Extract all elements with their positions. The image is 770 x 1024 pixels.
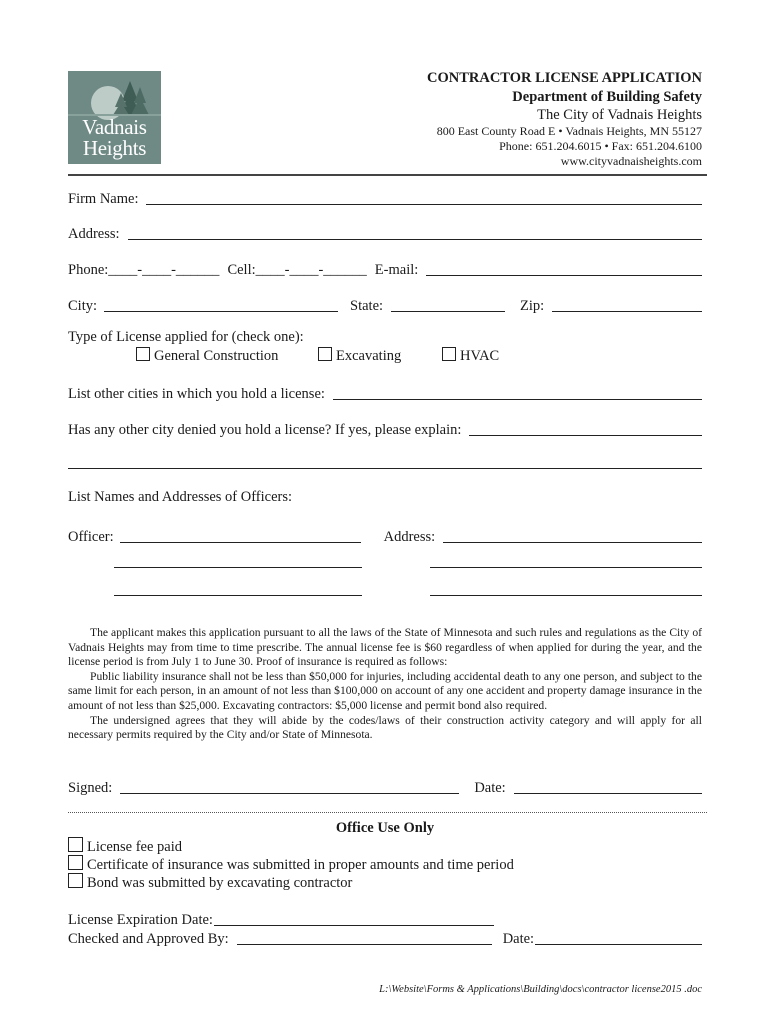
address-label: Address: bbox=[68, 226, 120, 242]
address-field[interactable] bbox=[128, 225, 702, 240]
city-phone-fax: Phone: 651.204.6015 • Fax: 651.204.6100 bbox=[499, 139, 702, 153]
phone-field[interactable]: Phone:____-____-______ bbox=[68, 262, 220, 278]
other-cities-row bbox=[68, 381, 702, 403]
zip-field[interactable] bbox=[552, 297, 702, 312]
officer-address-label: Address: bbox=[383, 529, 436, 545]
license-option-hvac[interactable]: HVAC bbox=[442, 347, 499, 365]
signed-label: Signed: bbox=[68, 780, 113, 796]
denied-explanation-line[interactable] bbox=[68, 468, 702, 469]
terms-paragraph-3: The undersigned agrees that they will abide by the codes/laws of their construction activity category and will apply for all necessary permits required by the City and/or State of Minnesota. bbox=[68, 713, 702, 742]
officer-address-field[interactable] bbox=[430, 595, 702, 596]
state-label: State: bbox=[350, 298, 384, 314]
logo-text-line2: Heights bbox=[82, 136, 147, 160]
denied-row bbox=[68, 417, 702, 439]
officer-label: Officer: bbox=[68, 529, 114, 545]
license-option-excavating[interactable]: Excavating bbox=[318, 347, 401, 365]
city-website[interactable]: www.cityvadnaisheights.com bbox=[560, 154, 702, 168]
checkbox-icon[interactable] bbox=[68, 873, 83, 888]
signature-field[interactable] bbox=[120, 779, 459, 794]
office-use-heading: Office Use Only bbox=[335, 820, 435, 836]
denied-label: Has any other city denied you hold a license? If yes, please explain: bbox=[68, 422, 462, 438]
contact-row bbox=[68, 257, 702, 279]
zip-label: Zip: bbox=[520, 298, 545, 314]
officers-heading: List Names and Addresses of Officers: bbox=[68, 489, 293, 505]
office-date-field[interactable] bbox=[535, 930, 702, 945]
license-option-general[interactable]: General Construction bbox=[136, 347, 278, 365]
officer-row-1 bbox=[68, 524, 702, 546]
checkbox-icon[interactable] bbox=[68, 837, 83, 852]
officer-address-field[interactable] bbox=[443, 528, 702, 543]
state-field[interactable] bbox=[391, 297, 505, 312]
officer-name-field[interactable] bbox=[120, 528, 361, 543]
expiration-field[interactable] bbox=[214, 911, 494, 926]
city-state-zip-row bbox=[68, 293, 702, 315]
date-field[interactable] bbox=[514, 779, 702, 794]
expiration-label: License Expiration Date: bbox=[68, 912, 213, 928]
department-name: Department of Building Safety bbox=[512, 89, 702, 105]
city-address: 800 East County Road E • Vadnais Heights, MN 55127 bbox=[436, 124, 702, 138]
city-field[interactable] bbox=[104, 297, 338, 312]
terms-text bbox=[68, 626, 702, 743]
office-check-insurance[interactable]: Certificate of insurance was submitted in proper amounts and time period bbox=[68, 855, 514, 874]
office-check-fee-paid[interactable]: License fee paid bbox=[68, 837, 182, 856]
address-row bbox=[68, 221, 702, 243]
office-use-divider bbox=[68, 812, 707, 813]
firm-name-row bbox=[68, 186, 702, 208]
checkbox-icon[interactable] bbox=[136, 347, 150, 361]
officer-address-field[interactable] bbox=[430, 567, 702, 568]
office-date-label: Date: bbox=[502, 931, 535, 947]
cell-field[interactable]: Cell:____-____-______ bbox=[227, 262, 367, 278]
other-cities-label: List other cities in which you hold a license: bbox=[68, 386, 325, 402]
city-name: The City of Vadnais Heights bbox=[537, 107, 702, 123]
terms-paragraph-1: The applicant makes this application pursuant to all the laws of the State of Minnesota and such rules and regulations as the City of Vadnais Heights may from time to time prescribe. The annual license fee is $60 regardless of when applied for during the year, and the license period is from July 1 to June 30. Proof of insurance is required as follows: bbox=[68, 626, 702, 669]
city-label: City: bbox=[68, 298, 98, 314]
firm-name-label: Firm Name: bbox=[68, 191, 139, 207]
officer-name-field[interactable] bbox=[114, 595, 362, 596]
approved-row bbox=[68, 926, 702, 948]
date-label: Date: bbox=[474, 780, 506, 796]
office-check-bond[interactable]: Bond was submitted by excavating contractor bbox=[68, 873, 352, 892]
officer-name-field[interactable] bbox=[114, 567, 362, 568]
email-field[interactable] bbox=[426, 261, 702, 276]
approved-field[interactable] bbox=[237, 930, 492, 945]
signature-row bbox=[68, 775, 702, 797]
logo-text-line1: Vadnais bbox=[82, 115, 147, 139]
checkbox-icon[interactable] bbox=[442, 347, 456, 361]
email-label: E-mail: bbox=[374, 262, 419, 278]
checkbox-icon[interactable] bbox=[68, 855, 83, 870]
terms-paragraph-2: Public liability insurance shall not be less than $50,000 for injuries, including accidental death to any one person, and subject to the same limit for each person, in an amount of not less than $100,000 on account of any one accident and property damage insurance in the amount of not less than $25,000. Excavating contractors: $5,000 license and permit bond also required. bbox=[68, 669, 702, 712]
header-divider bbox=[68, 174, 707, 176]
form-title: CONTRACTOR LICENSE APPLICATION bbox=[426, 70, 702, 86]
firm-name-field[interactable] bbox=[146, 190, 702, 205]
license-type-label: Type of License applied for (check one): bbox=[68, 329, 304, 345]
city-logo bbox=[68, 71, 161, 164]
denied-field[interactable] bbox=[469, 421, 702, 436]
other-cities-field[interactable] bbox=[333, 385, 702, 400]
checkbox-icon[interactable] bbox=[318, 347, 332, 361]
file-path-footer: L:\Website\Forms & Applications\Building\docs\contractor license2015 .doc bbox=[379, 984, 702, 995]
approved-label: Checked and Approved By: bbox=[68, 931, 229, 947]
